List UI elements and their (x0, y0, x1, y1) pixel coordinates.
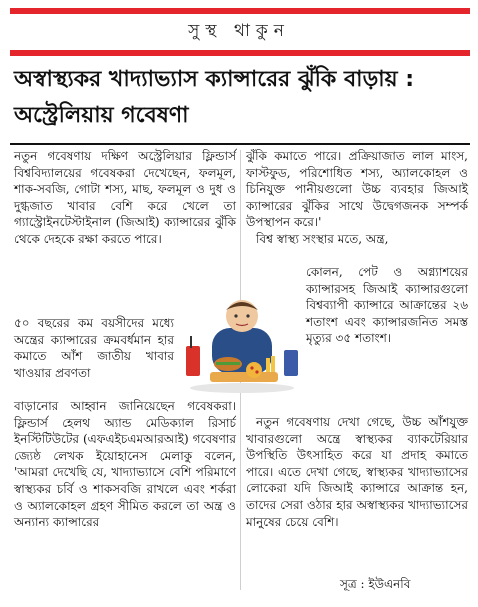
source-credit: সূত্র : ইউএনবি (340, 577, 411, 591)
soda-cup-right (284, 350, 298, 376)
paragraph-who-lead: বিশ্ব স্বাস্থ্য সংস্থার মতে, অন্ত্র, (256, 231, 389, 246)
headline-rule (10, 143, 470, 145)
straw-left (190, 336, 192, 348)
column-right-wrap (306, 264, 468, 347)
paragraph-intro: নতুন গবেষণায় দক্ষিণ অস্ট্রেলিয়ার ফ্লিন্ডার্স বিশ্ববিদ্যালয়ের গবেষকরা দেখেছেন, ফলমূল, শাক-সবজি, গোটা শস্য, মাছ, ফলমূল ও দুধ ও দুগ্ধজাত খাবার বেশি করে খেলে তা গ্যাস্ট্রোইনটেস্টাইনাল (জিআই) ক্যান্সারের ঝুঁকি থেকে দেহকে রক্ষা করতে পারে। (14, 149, 236, 246)
column-right (246, 148, 468, 248)
junk-food-illustration (180, 292, 304, 396)
table-shadow (190, 383, 294, 393)
soda-cup-left (186, 346, 200, 376)
headline: অস্বাস্থ্যকর খাদ্যাভ্যাস ক্যান্সারের ঝুঁকি বাড়ায় : অস্ট্রেলিয়ায় গবেষণা (14, 67, 415, 128)
column-left (14, 148, 236, 248)
paragraph-findings: নতুন গবেষণায় দেখা গেছে, উচ্চ আঁশযুক্ত খাবারগুলো অন্ত্রে স্বাস্থ্যকর ব্যাকটেরিয়ার উপস্থিতি উৎসাহিত করে যা প্রদাহ কমাতে পারে। এতে দেখা গেছে, স্বাস্থ্যকর খাদ্যাভ্যাসের লোকেরা যদি জিআই ক্যান্সারে আক্রান্ত হন, তাদের সেরা ওঠার হার অস্বাস্থ্যকর খাদ্যাভ্যাসের মানুষের চেয়ে বেশি। (246, 415, 468, 529)
paragraph-quote: বাড়ানোর আহ্বান জানিয়েছেন গবেষকরা। ফ্লিন্ডার্স হেলথ অ্যান্ড মেডিক্যাল রিসার্চ ইনস্টিটিউটের (এফএইচএমআরআই) গবেষণার জ্যেষ্ঠ লেখক ইয়োহানেস মেলাকু বলেন, 'আমরা দেখেছি যে, খাদ্যাভ্যাসে বেশি পরিমাণে স্বাস্থ্যকর চর্বি ও শাকসবজি রাখলে এবং শর্করা ও অ্যালকোহল গ্রহণ সীমিত করলে তা অন্ত্র ও অন্যান্য ক্যান্সারের (14, 399, 236, 530)
section-title: সুস্থ থাকুন (188, 21, 290, 41)
paragraph-who-stats: কোলন, পেট ও অগ্ন্যাশয়ের ক্যান্সারসহ জিআই ক্যান্সারগুলো বিশ্বব্যাপী ক্যান্সারে আক্রান্তের ২৬ শতাংশ এবং ক্যান্সারজনিত সমস্ত মৃত্যুর ৩৫ শতাংশ। (306, 265, 468, 346)
section-red-rule (10, 50, 470, 56)
food-tray (210, 372, 278, 382)
paragraph-risk: ঝুঁকি কমাতে পারে। প্রক্রিয়াজাত লাল মাংস, ফাস্টফুড, পরিশোধিত শস্য, অ্যালকোহল ও চিনিযুক্ত পানীয়গুলো উচ্চ ব্যবহার জিআই ক্যান্সারের ঝুঁকির সাথে উদ্বেগজনক সম্পর্ক উপস্থাপন করে।' (246, 149, 468, 230)
paragraph-fiber: ৫০ বছরের কম বয়সীদের মধ্যে অন্ত্রের ক্যান্সারের ক্রমবর্ধমান হার কমাতে আঁশ জাতীয় খাবার খাওয়ার প্রবণতা (14, 316, 174, 380)
fries (266, 358, 270, 372)
column-right-continued (246, 414, 468, 530)
column-left-wrap (14, 315, 174, 381)
pizza (246, 362, 262, 378)
top-red-rule (10, 8, 470, 14)
column-left-continued (14, 398, 236, 531)
